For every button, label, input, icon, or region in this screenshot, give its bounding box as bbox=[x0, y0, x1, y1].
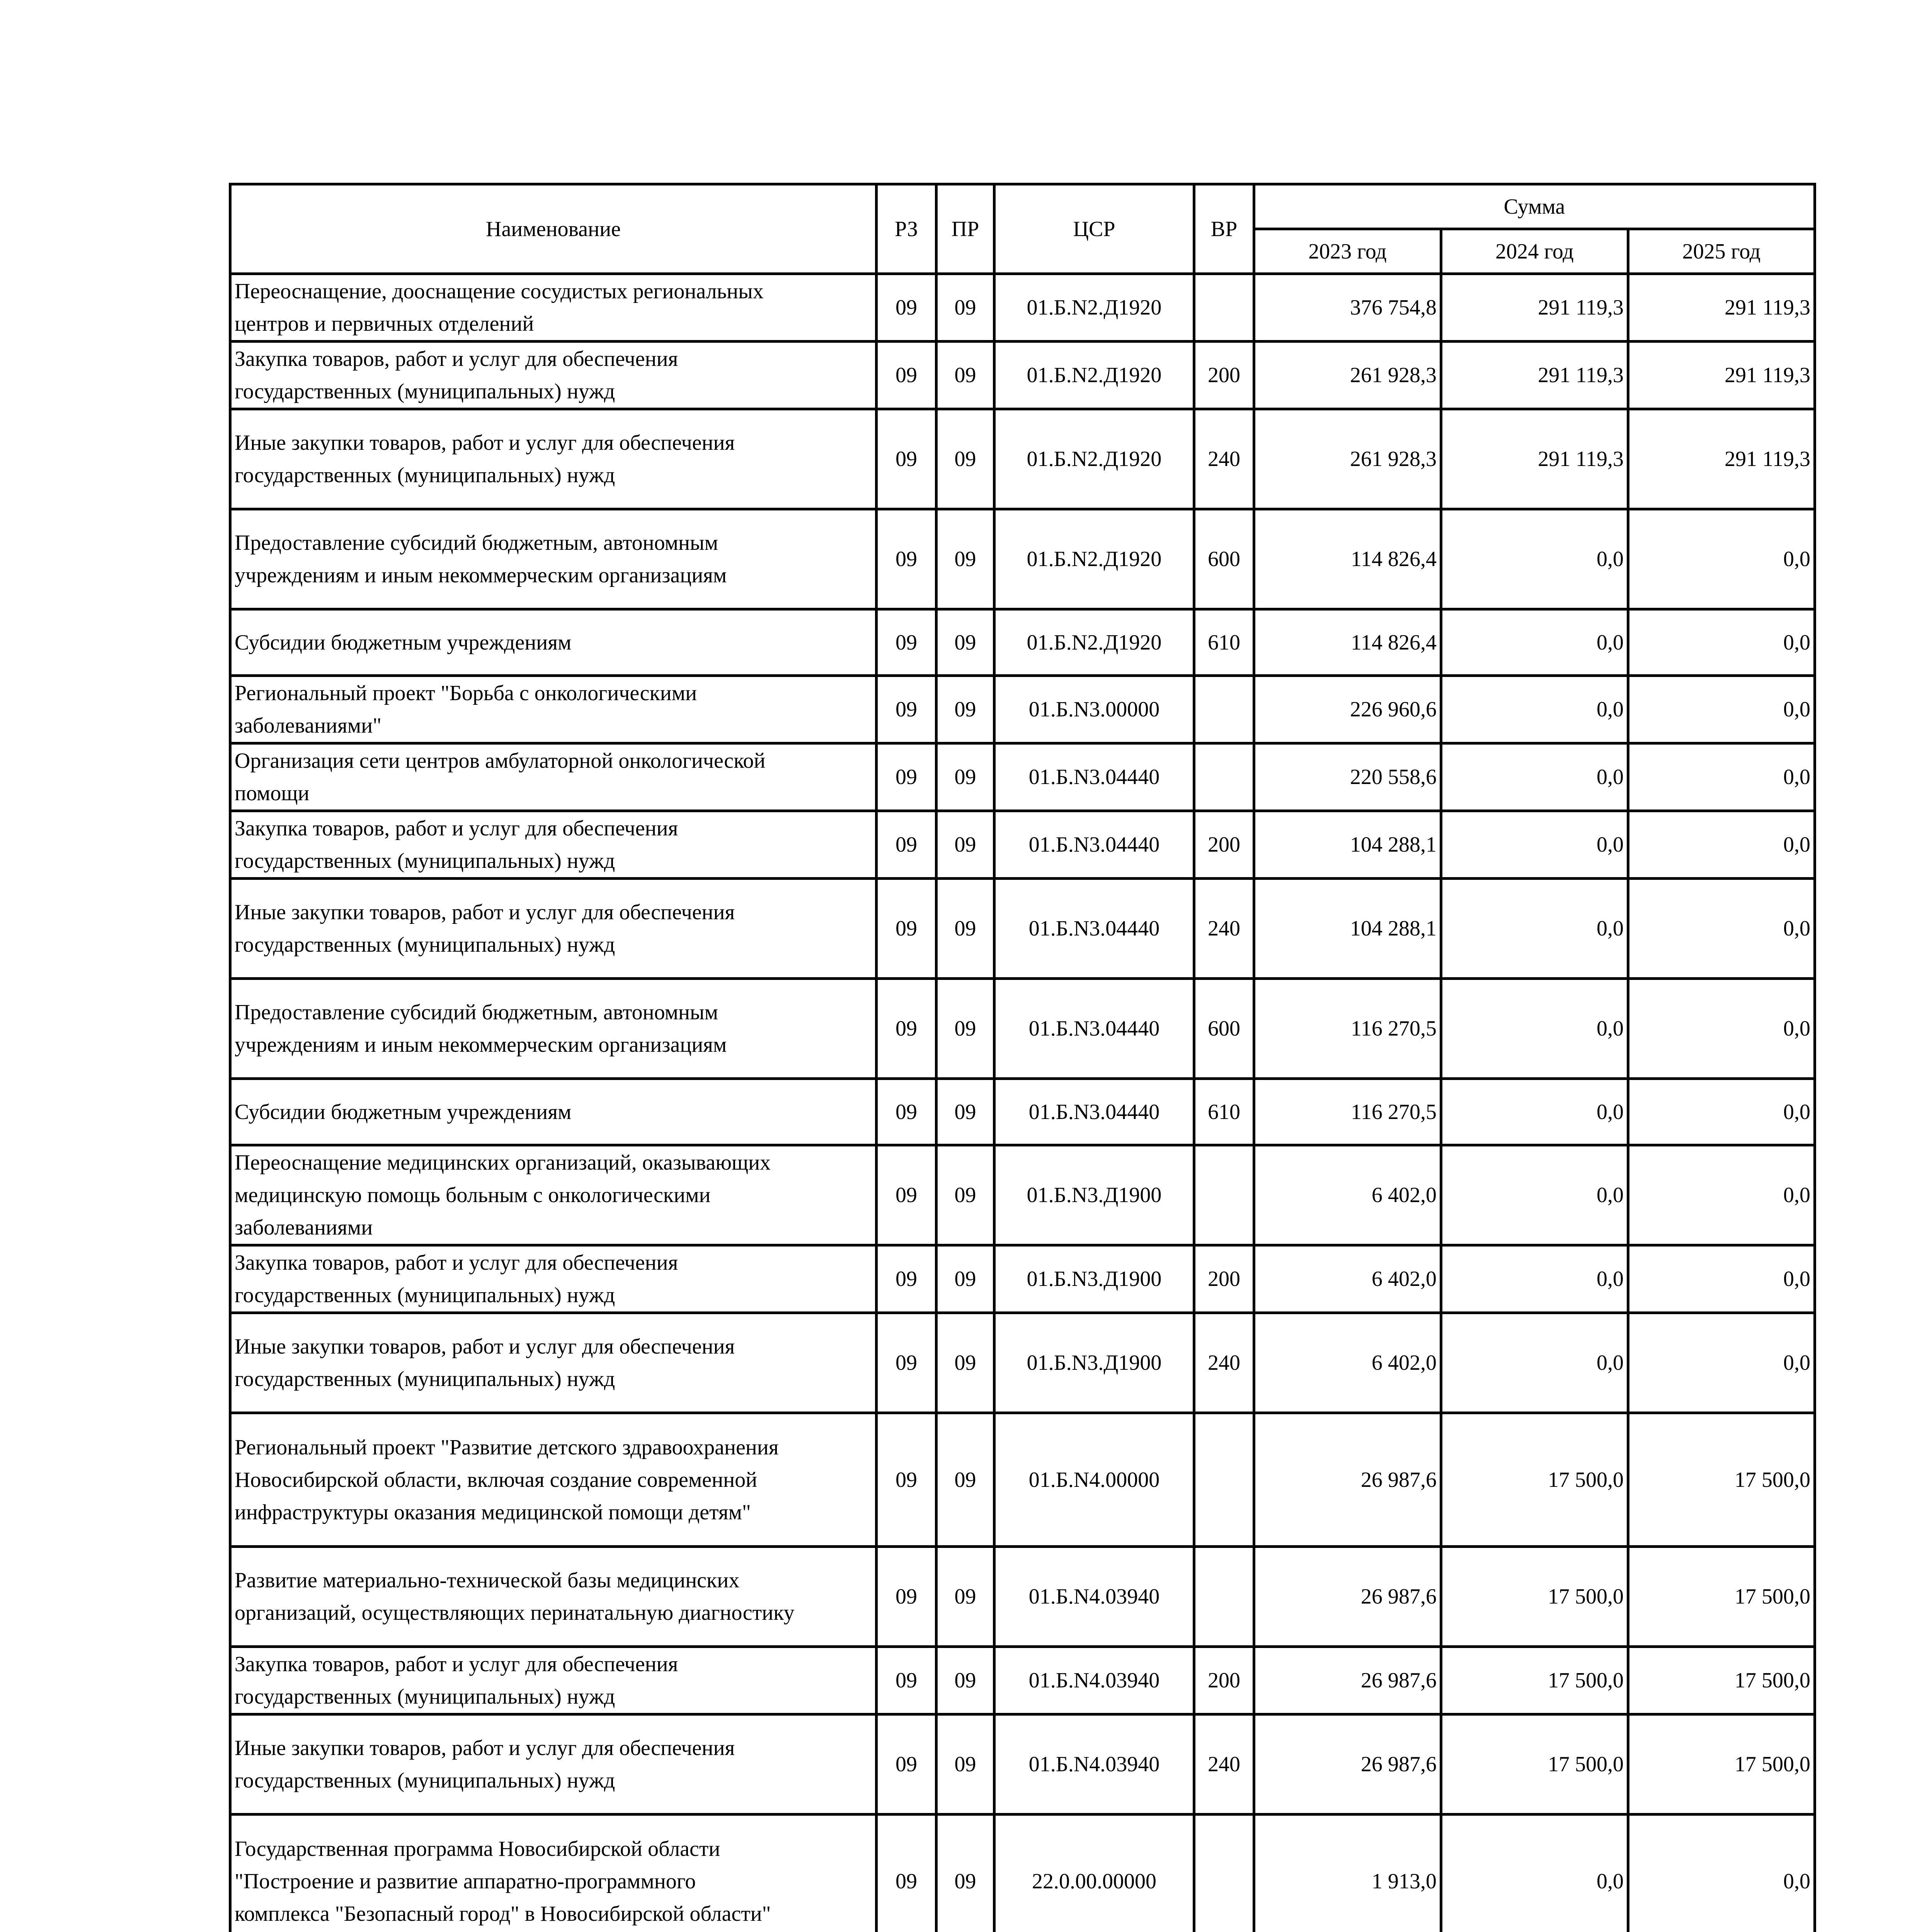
cell-name-line: Переоснащение медицинских организаций, оказывающих bbox=[235, 1151, 771, 1175]
cell-sum-2025: 0,0 bbox=[1628, 1815, 1815, 1932]
cell-sum-2024: 17 500,0 bbox=[1441, 1547, 1628, 1647]
cell-name-line: Региональный проект "Развитие детского здравоохранения bbox=[235, 1435, 779, 1459]
cell-name bbox=[230, 979, 877, 1079]
table-row bbox=[230, 979, 1815, 1079]
cell-name-line: государственных (муниципальных) нужд bbox=[235, 1367, 615, 1391]
table-row bbox=[230, 676, 1815, 743]
header-sum: Сумма bbox=[1254, 184, 1815, 229]
cell-name-line: Субсидии бюджетным учреждениям bbox=[235, 630, 572, 655]
header-vr: ВР bbox=[1194, 184, 1254, 274]
cell-sum-2024: 0,0 bbox=[1441, 676, 1628, 743]
cell-csr: 01.Б.N4.03940 bbox=[994, 1547, 1194, 1647]
cell-rz: 09 bbox=[877, 1413, 936, 1547]
cell-rz: 09 bbox=[877, 1647, 936, 1714]
cell-sum-2024: 0,0 bbox=[1441, 1245, 1628, 1313]
cell-sum-2023: 26 987,6 bbox=[1254, 1547, 1441, 1647]
cell-csr: 01.Б.N3.04440 bbox=[994, 811, 1194, 879]
cell-csr: 01.Б.N3.00000 bbox=[994, 676, 1194, 743]
cell-name-line: Развитие материально-технической базы медицинских bbox=[235, 1568, 740, 1592]
cell-sum-2024: 17 500,0 bbox=[1441, 1647, 1628, 1714]
table-row bbox=[230, 1145, 1815, 1245]
cell-vr: 200 bbox=[1194, 1245, 1254, 1313]
cell-csr: 01.Б.N3.04440 bbox=[994, 743, 1194, 811]
cell-rz: 09 bbox=[877, 879, 936, 979]
cell-sum-2024: 291 119,3 bbox=[1441, 274, 1628, 342]
table-row bbox=[230, 743, 1815, 811]
cell-rz: 09 bbox=[877, 1245, 936, 1313]
cell-sum-2025: 0,0 bbox=[1628, 1079, 1815, 1145]
table-row bbox=[230, 1815, 1815, 1932]
cell-pr: 09 bbox=[936, 979, 994, 1079]
cell-name-line: государственных (муниципальных) нужд bbox=[235, 1769, 615, 1793]
cell-vr: 240 bbox=[1194, 879, 1254, 979]
cell-name-line: помощи bbox=[235, 781, 310, 805]
table-row bbox=[230, 1714, 1815, 1815]
cell-sum-2025: 0,0 bbox=[1628, 1245, 1815, 1313]
cell-sum-2025: 0,0 bbox=[1628, 979, 1815, 1079]
cell-pr: 09 bbox=[936, 676, 994, 743]
cell-sum-2025: 0,0 bbox=[1628, 879, 1815, 979]
cell-vr bbox=[1194, 274, 1254, 342]
cell-sum-2024: 0,0 bbox=[1441, 879, 1628, 979]
cell-pr: 09 bbox=[936, 743, 994, 811]
cell-vr: 610 bbox=[1194, 1079, 1254, 1145]
header-pr: ПР bbox=[936, 184, 994, 274]
table-row bbox=[230, 342, 1815, 409]
cell-pr: 09 bbox=[936, 1714, 994, 1815]
cell-name bbox=[230, 274, 877, 342]
cell-sum-2024: 0,0 bbox=[1441, 1313, 1628, 1413]
cell-name-line: Региональный проект "Борьба с онкологическими bbox=[235, 681, 697, 705]
cell-sum-2023: 261 928,3 bbox=[1254, 342, 1441, 409]
cell-name-line: Предоставление субсидий бюджетным, автономным bbox=[235, 531, 718, 555]
table-row bbox=[230, 811, 1815, 879]
cell-name-line: Новосибирской области, включая создание современной bbox=[235, 1468, 758, 1492]
cell-pr: 09 bbox=[936, 1245, 994, 1313]
cell-csr: 01.Б.N3.Д1900 bbox=[994, 1313, 1194, 1413]
cell-sum-2024: 0,0 bbox=[1441, 743, 1628, 811]
cell-sum-2025: 0,0 bbox=[1628, 743, 1815, 811]
cell-csr: 01.Б.N4.00000 bbox=[994, 1413, 1194, 1547]
cell-sum-2025: 17 500,0 bbox=[1628, 1714, 1815, 1815]
cell-rz: 09 bbox=[877, 979, 936, 1079]
table-row bbox=[230, 1245, 1815, 1313]
cell-name-line: учреждениям и иным некоммерческим организациям bbox=[235, 1033, 727, 1057]
cell-name-line: центров и первичных отделений bbox=[235, 312, 534, 336]
cell-rz: 09 bbox=[877, 1714, 936, 1815]
cell-csr: 01.Б.N2.Д1920 bbox=[994, 342, 1194, 409]
cell-csr: 01.Б.N3.Д1900 bbox=[994, 1145, 1194, 1245]
header-year-2024: 2024 год bbox=[1441, 229, 1628, 274]
cell-name-line: комплекса "Безопасный город" в Новосибирской области" bbox=[235, 1901, 771, 1926]
cell-sum-2023: 116 270,5 bbox=[1254, 1079, 1441, 1145]
cell-sum-2024: 291 119,3 bbox=[1441, 342, 1628, 409]
cell-name-line: Иные закупки товаров, работ и услуг для обеспечения bbox=[235, 1335, 735, 1359]
cell-name-line: организаций, осуществляющих перинатальную диагностику bbox=[235, 1601, 795, 1625]
cell-name bbox=[230, 1313, 877, 1413]
cell-name-line: государственных (муниципальных) нужд bbox=[235, 933, 615, 957]
cell-csr: 01.Б.N3.04440 bbox=[994, 979, 1194, 1079]
cell-name bbox=[230, 676, 877, 743]
cell-pr: 09 bbox=[936, 509, 994, 609]
cell-name-line: Иные закупки товаров, работ и услуг для обеспечения bbox=[235, 431, 735, 455]
cell-vr bbox=[1194, 1547, 1254, 1647]
cell-pr: 09 bbox=[936, 609, 994, 676]
cell-sum-2024: 17 500,0 bbox=[1441, 1413, 1628, 1547]
cell-pr: 09 bbox=[936, 409, 994, 509]
cell-vr: 200 bbox=[1194, 342, 1254, 409]
cell-name-line: Закупка товаров, работ и услуг для обеспечения bbox=[235, 347, 678, 371]
cell-sum-2023: 116 270,5 bbox=[1254, 979, 1441, 1079]
cell-rz: 09 bbox=[877, 1547, 936, 1647]
cell-sum-2024: 291 119,3 bbox=[1441, 409, 1628, 509]
cell-name bbox=[230, 609, 877, 676]
cell-vr: 240 bbox=[1194, 409, 1254, 509]
cell-vr bbox=[1194, 1815, 1254, 1932]
cell-sum-2024: 0,0 bbox=[1441, 509, 1628, 609]
cell-name-line: Закупка товаров, работ и услуг для обеспечения bbox=[235, 816, 678, 840]
cell-csr: 01.Б.N2.Д1920 bbox=[994, 409, 1194, 509]
table-body bbox=[230, 274, 1815, 1932]
cell-name bbox=[230, 1714, 877, 1815]
cell-name bbox=[230, 509, 877, 609]
cell-sum-2023: 1 913,0 bbox=[1254, 1815, 1441, 1932]
cell-sum-2025: 0,0 bbox=[1628, 609, 1815, 676]
cell-csr: 22.0.00.00000 bbox=[994, 1815, 1194, 1932]
cell-sum-2024: 0,0 bbox=[1441, 811, 1628, 879]
cell-rz: 09 bbox=[877, 676, 936, 743]
cell-sum-2024: 0,0 bbox=[1441, 1145, 1628, 1245]
cell-sum-2025: 0,0 bbox=[1628, 509, 1815, 609]
cell-csr: 01.Б.N3.04440 bbox=[994, 1079, 1194, 1145]
cell-name-line: Иные закупки товаров, работ и услуг для обеспечения bbox=[235, 1736, 735, 1760]
table-header bbox=[230, 184, 1815, 274]
cell-sum-2023: 261 928,3 bbox=[1254, 409, 1441, 509]
cell-rz: 09 bbox=[877, 609, 936, 676]
cell-name-line: Организация сети центров амбулаторной онкологической bbox=[235, 749, 766, 773]
cell-sum-2023: 26 987,6 bbox=[1254, 1647, 1441, 1714]
cell-sum-2024: 0,0 bbox=[1441, 979, 1628, 1079]
table-row bbox=[230, 274, 1815, 342]
cell-name bbox=[230, 1547, 877, 1647]
cell-sum-2024: 0,0 bbox=[1441, 1079, 1628, 1145]
cell-sum-2023: 6 402,0 bbox=[1254, 1145, 1441, 1245]
cell-name-line: медицинскую помощь больным с онкологическими bbox=[235, 1183, 711, 1207]
header-name: Наименование bbox=[230, 184, 877, 274]
cell-vr: 600 bbox=[1194, 509, 1254, 609]
cell-pr: 09 bbox=[936, 1313, 994, 1413]
cell-name-line: государственных (муниципальных) нужд bbox=[235, 1283, 615, 1307]
cell-vr: 200 bbox=[1194, 1647, 1254, 1714]
cell-name-line: государственных (муниципальных) нужд bbox=[235, 1685, 615, 1709]
table-row bbox=[230, 1079, 1815, 1145]
table-row bbox=[230, 1313, 1815, 1413]
table-row bbox=[230, 879, 1815, 979]
cell-sum-2023: 114 826,4 bbox=[1254, 509, 1441, 609]
cell-pr: 09 bbox=[936, 342, 994, 409]
cell-name-line: Иные закупки товаров, работ и услуг для обеспечения bbox=[235, 900, 735, 924]
cell-sum-2023: 114 826,4 bbox=[1254, 609, 1441, 676]
cell-sum-2025: 17 500,0 bbox=[1628, 1413, 1815, 1547]
cell-name bbox=[230, 1145, 877, 1245]
table-row bbox=[230, 609, 1815, 676]
cell-csr: 01.Б.N2.Д1920 bbox=[994, 609, 1194, 676]
header-csr: ЦСР bbox=[994, 184, 1194, 274]
cell-name-line: государственных (муниципальных) нужд bbox=[235, 849, 615, 873]
cell-vr: 600 bbox=[1194, 979, 1254, 1079]
cell-rz: 09 bbox=[877, 1145, 936, 1245]
cell-name-line: государственных (муниципальных) нужд bbox=[235, 463, 615, 487]
cell-csr: 01.Б.N2.Д1920 bbox=[994, 274, 1194, 342]
cell-name-line: инфраструктуры оказания медицинской помощи детям" bbox=[235, 1500, 751, 1524]
cell-name-line: Закупка товаров, работ и услуг для обеспечения bbox=[235, 1652, 678, 1676]
cell-rz: 09 bbox=[877, 274, 936, 342]
cell-name-line: "Построение и развитие аппаратно-программного bbox=[235, 1869, 696, 1893]
cell-vr bbox=[1194, 1413, 1254, 1547]
cell-sum-2025: 17 500,0 bbox=[1628, 1547, 1815, 1647]
cell-sum-2023: 6 402,0 bbox=[1254, 1245, 1441, 1313]
cell-pr: 09 bbox=[936, 1547, 994, 1647]
cell-name-line: Закупка товаров, работ и услуг для обеспечения bbox=[235, 1251, 678, 1275]
cell-sum-2025: 0,0 bbox=[1628, 1313, 1815, 1413]
cell-name bbox=[230, 342, 877, 409]
table-row bbox=[230, 1647, 1815, 1714]
cell-sum-2025: 17 500,0 bbox=[1628, 1647, 1815, 1714]
cell-sum-2023: 26 987,6 bbox=[1254, 1714, 1441, 1815]
cell-pr: 09 bbox=[936, 1815, 994, 1932]
cell-sum-2024: 0,0 bbox=[1441, 1815, 1628, 1932]
cell-rz: 09 bbox=[877, 743, 936, 811]
header-year-2025: 2025 год bbox=[1628, 229, 1815, 274]
cell-sum-2023: 104 288,1 bbox=[1254, 879, 1441, 979]
cell-name bbox=[230, 1815, 877, 1932]
cell-sum-2024: 17 500,0 bbox=[1441, 1714, 1628, 1815]
cell-sum-2023: 26 987,6 bbox=[1254, 1413, 1441, 1547]
cell-rz: 09 bbox=[877, 1815, 936, 1932]
cell-name bbox=[230, 811, 877, 879]
cell-sum-2025: 291 119,3 bbox=[1628, 409, 1815, 509]
cell-name bbox=[230, 1413, 877, 1547]
cell-csr: 01.Б.N4.03940 bbox=[994, 1714, 1194, 1815]
cell-csr: 01.Б.N3.04440 bbox=[994, 879, 1194, 979]
cell-name-line: заболеваниями" bbox=[235, 714, 382, 738]
cell-vr bbox=[1194, 743, 1254, 811]
cell-vr bbox=[1194, 1145, 1254, 1245]
cell-name bbox=[230, 1245, 877, 1313]
cell-rz: 09 bbox=[877, 811, 936, 879]
cell-sum-2023: 6 402,0 bbox=[1254, 1313, 1441, 1413]
cell-pr: 09 bbox=[936, 811, 994, 879]
cell-pr: 09 bbox=[936, 1079, 994, 1145]
cell-sum-2023: 220 558,6 bbox=[1254, 743, 1441, 811]
cell-sum-2025: 0,0 bbox=[1628, 1145, 1815, 1245]
cell-pr: 09 bbox=[936, 1647, 994, 1714]
table-row bbox=[230, 509, 1815, 609]
cell-name bbox=[230, 879, 877, 979]
header-rz: РЗ bbox=[877, 184, 936, 274]
cell-pr: 09 bbox=[936, 274, 994, 342]
cell-sum-2025: 291 119,3 bbox=[1628, 342, 1815, 409]
cell-pr: 09 bbox=[936, 1413, 994, 1547]
cell-vr: 200 bbox=[1194, 811, 1254, 879]
cell-sum-2025: 291 119,3 bbox=[1628, 274, 1815, 342]
cell-rz: 09 bbox=[877, 509, 936, 609]
table-row bbox=[230, 1547, 1815, 1647]
cell-vr: 240 bbox=[1194, 1313, 1254, 1413]
table-row bbox=[230, 1413, 1815, 1547]
cell-name-line: Субсидии бюджетным учреждениям bbox=[235, 1100, 572, 1124]
cell-name-line: Предоставление субсидий бюджетным, автономным bbox=[235, 1000, 718, 1024]
cell-sum-2024: 0,0 bbox=[1441, 609, 1628, 676]
cell-rz: 09 bbox=[877, 409, 936, 509]
cell-name bbox=[230, 1079, 877, 1145]
cell-vr: 610 bbox=[1194, 609, 1254, 676]
cell-rz: 09 bbox=[877, 1079, 936, 1145]
cell-pr: 09 bbox=[936, 879, 994, 979]
cell-rz: 09 bbox=[877, 1313, 936, 1413]
cell-name bbox=[230, 743, 877, 811]
cell-vr bbox=[1194, 676, 1254, 743]
budget-table bbox=[229, 183, 1816, 1932]
cell-name bbox=[230, 1647, 877, 1714]
cell-name-line: государственных (муниципальных) нужд bbox=[235, 379, 615, 403]
cell-sum-2023: 226 960,6 bbox=[1254, 676, 1441, 743]
cell-csr: 01.Б.N4.03940 bbox=[994, 1647, 1194, 1714]
cell-sum-2023: 376 754,8 bbox=[1254, 274, 1441, 342]
cell-rz: 09 bbox=[877, 342, 936, 409]
header-year-2023: 2023 год bbox=[1254, 229, 1441, 274]
table-row bbox=[230, 409, 1815, 509]
cell-csr: 01.Б.N3.Д1900 bbox=[994, 1245, 1194, 1313]
cell-csr: 01.Б.N2.Д1920 bbox=[994, 509, 1194, 609]
cell-sum-2023: 104 288,1 bbox=[1254, 811, 1441, 879]
cell-name bbox=[230, 409, 877, 509]
cell-name-line: учреждениям и иным некоммерческим организациям bbox=[235, 563, 727, 587]
cell-vr: 240 bbox=[1194, 1714, 1254, 1815]
cell-sum-2025: 0,0 bbox=[1628, 811, 1815, 879]
cell-name-line: заболеваниями bbox=[235, 1216, 373, 1240]
cell-name-line: Государственная программа Новосибирской области bbox=[235, 1837, 720, 1861]
cell-sum-2025: 0,0 bbox=[1628, 676, 1815, 743]
cell-pr: 09 bbox=[936, 1145, 994, 1245]
header-row-top bbox=[230, 184, 1815, 229]
cell-name-line: Переоснащение, дооснащение сосудистых региональных bbox=[235, 279, 764, 303]
